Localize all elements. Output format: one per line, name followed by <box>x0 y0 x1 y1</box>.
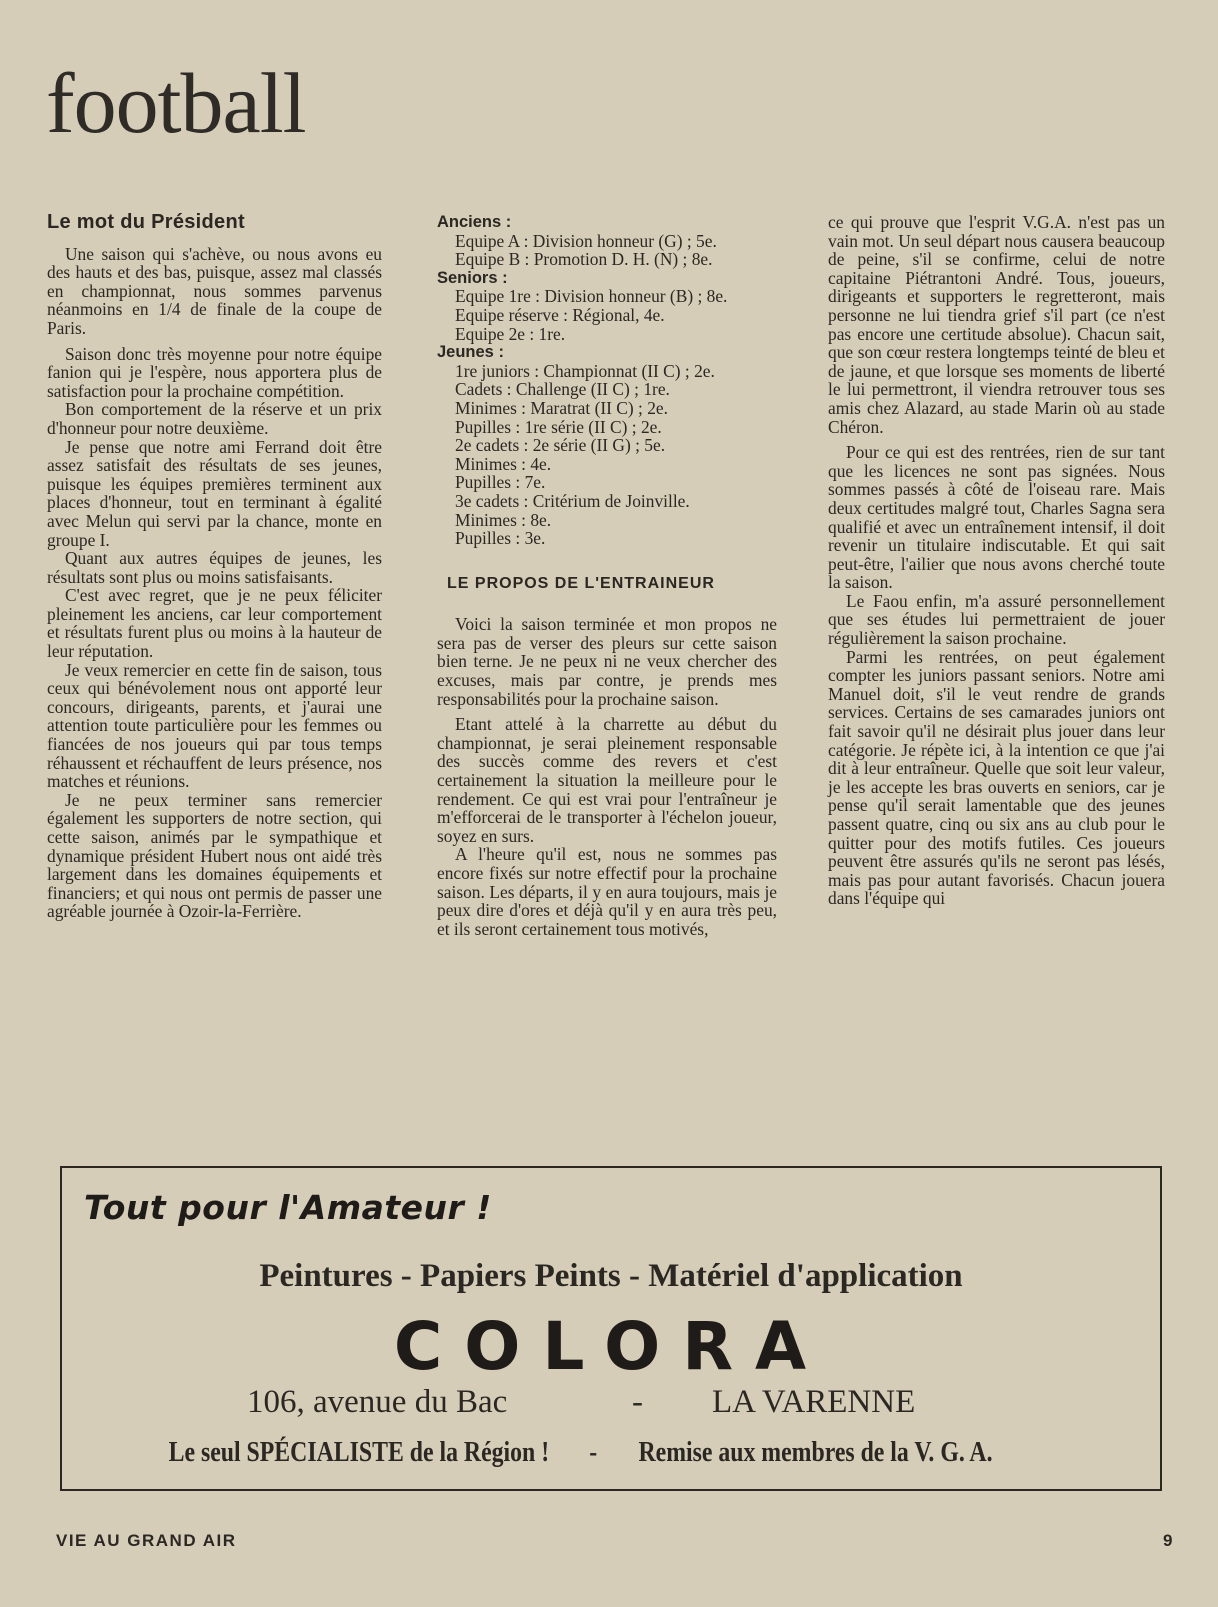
ad-tagline-right: Remise aux membres de la V. G. A. <box>638 1436 993 1468</box>
coach-paragraph: ce qui prouve que l'esprit V.G.A. n'est pas un vain mot. Un seul départ nous causera beaucoup de peine, s'il se confirme, celui de notre capitaine Piétrantoni André. Tous, joueurs, dirigeants et supporters le regretteront, mais personne ne lui tiendra grief s'il part (ce n'est pas encore une certitude absolue). Chacun sait, que son cœur restera longtemps teinté de bleu et de jaune, et que lorsque ses moments de liberté le lui permettront, il viendra retrouver tous ses amis chez Alazard, au stade Marin où au stade Chéron. <box>828 212 1165 437</box>
ad-products: Peintures - Papiers Peints - Matériel d'application <box>259 1258 963 1294</box>
coach-paragraph: A l'heure qu'il est, nous ne sommes pas encore fixés sur notre effectif pour la prochaine saison. Les départs, il y en aura toujours, mais je peux dire d'ores et déjà qu'il y en aura très peu, et ils seront certainement tous motivés, <box>437 844 777 939</box>
ad-address-separator: - <box>632 1384 643 1420</box>
ad-tagline-separator: - <box>589 1436 598 1468</box>
coach-continuation-column <box>828 213 1165 908</box>
result-line: 3e cadets : Critérium de Joinville. <box>455 490 690 511</box>
seniors-label: Seniors : <box>437 268 508 287</box>
president-paragraph: Une saison qui s'achève, ou nous avons eu des hauts et des bas, puisque, assez mal classés en championnat, nous sommes parvenus néanmoins en 1/4 de finale de la coupe de Paris. <box>47 243 382 338</box>
ad-slogan: Tout pour l'Amateur ! <box>84 1188 492 1227</box>
result-line: Equipe 1re : Division honneur (B) ; 8e. <box>455 286 728 307</box>
result-line: Cadets : Challenge (II C) ; 1re. <box>455 379 670 400</box>
ad-brand-name: COLORA <box>393 1308 829 1385</box>
page-title: football <box>46 55 306 151</box>
coach-paragraph: Voici la saison terminée et mon propos ne sera pas de verser des pleurs sur cette saison bien terne. Je ne peux ni ne veux chercher des excuses, mais par contre, je prends mes responsabilités pour la prochaine saison. <box>437 614 777 709</box>
ad-tagline-left: Le seul SPÉCIALISTE de la Région ! <box>168 1436 550 1468</box>
result-line: 2e cadets : 2e série (II G) ; 5e. <box>455 435 666 456</box>
result-line: Equipe 2e : 1re. <box>455 323 566 344</box>
result-line: Equipe B : Promotion D. H. (N) ; 8e. <box>455 249 713 270</box>
page-number: 9 <box>1163 1531 1173 1550</box>
ad-address: 106, avenue du Bac <box>247 1384 508 1420</box>
coach-paragraph: Parmi les rentrées, on peut également compter les juniors passant seniors. Notre ami Manuel doit, s'il le veut rendre de grands services. Certains de ses camarades juniors ont fait savoir qu'il ne désirait plus jouer dans leur catégorie. Je répète ici, à la intention ce que j'ai dit à leur entraîneur. Quelle que soit leur valeur, je les accepte les bras ouverts en seniors, car je pense qu'il serait lamentable que des jeunes passent quatre, cinq ou six ans au club pour le quitter pour des motifs futiles. Ces joueurs peuvent être assurés qu'ils ne seront pas lésés, mais pas pour autant favorisés. Chacun jouera dans l'équipe qui <box>828 646 1165 909</box>
president-paragraph: Je ne peux terminer sans remercier également les supporters de notre section, qui cette saison, animés par le sympathique et dynamique président Hubert nous ont aidé très largement dans les domaines équipements et financiers; et qui nous ont permis de passer une agréable journée à Ozoir-la-Ferrière. <box>47 789 382 922</box>
president-paragraph: Quant aux autres équipes de jeunes, les résultats sont plus ou moins satisfaisants. <box>47 548 382 587</box>
footer-magazine-name: VIE AU GRAND AIR <box>56 1531 237 1550</box>
president-paragraph: Bon comportement de la réserve et un prix d'honneur pour notre deuxième. <box>47 399 382 438</box>
president-column <box>47 213 382 921</box>
result-line: Minimes : 8e. <box>455 509 552 530</box>
result-line: Minimes : Maratrat (II C) ; 2e. <box>455 397 668 418</box>
coach-paragraph: Etant attelé à la charrette au début du championnat, je serai pleinement responsable des succès comme des revers et c'est certainement la situation la meilleure pour le rendement. Ce qui est vrai pour l'entraîneur je m'efforcerai de le transporter à l'échelon joueur, soyez en surs. <box>437 714 777 846</box>
colora-advertisement <box>60 1166 1162 1491</box>
result-line: Equipe A : Division honneur (G) ; 5e. <box>455 230 717 251</box>
result-line: Minimes : 4e. <box>455 453 552 474</box>
coach-paragraph: Le Faou enfin, m'a assuré personnellement que ses études lui permettraient de jouer régulièrement la saison prochaine. <box>828 590 1165 649</box>
ad-city: LA VARENNE <box>712 1384 916 1420</box>
result-line: 1re juniors : Championnat (II C) ; 2e. <box>455 360 715 381</box>
jeunes-label: Jeunes : <box>437 343 504 362</box>
coach-paragraph: Pour ce qui est des rentrées, rien de sur tant que les licences ne sont pas signées. Nous sommes passés à côté de l'oiseau rare. Mais deux certitudes malgré tout, Charles Sagna sera qualifié et avec un entraînement intensif, il doit revenir un titulaire indiscutable. Et qui sait peut-être, l'ailier que nous avons cherché toute la saison. <box>828 442 1165 593</box>
president-paragraph: Saison donc très moyenne pour notre équipe fanion qui je l'espère, nous apportera plus de satisfaction pour la prochaine compétition. <box>47 343 382 401</box>
president-paragraph: Je pense que notre ami Ferrand doit être assez satisfait des résultats de ses jeunes, puisque les équipes premières terminent aux places d'honneur, tout en terminant à égalité avec Melun qui servi par la chance, monte en groupe I. <box>47 436 382 550</box>
president-paragraph: C'est avec regret, que je ne peux féliciter pleinement les anciens, car leur comportement et résultats furent plus ou moins à la hauteur de leur réputation. <box>47 585 382 662</box>
anciens-label: Anciens : <box>437 213 512 231</box>
result-line: Equipe réserve : Régional, 4e. <box>455 304 665 325</box>
coach-heading: LE PROPOS DE L'ENTRAINEUR <box>447 574 715 592</box>
president-paragraph: Je veux remercier en cette fin de saison, tous ceux qui bénévolement nous ont apporté leur concours, dirigeants, parents, et j'aurai une attention toute particulière pour les femmes ou fiancées de nos joueurs qui par tous temps réhaussent et réchauffent de leurs présence, nos matches et réunions. <box>47 659 382 792</box>
result-line: Pupilles : 3e. <box>455 528 546 549</box>
results-column <box>437 213 777 938</box>
result-line: Pupilles : 7e. <box>455 472 546 493</box>
result-line: Pupilles : 1re série (II C) ; 2e. <box>455 416 662 437</box>
president-heading: Le mot du Président <box>47 211 245 233</box>
